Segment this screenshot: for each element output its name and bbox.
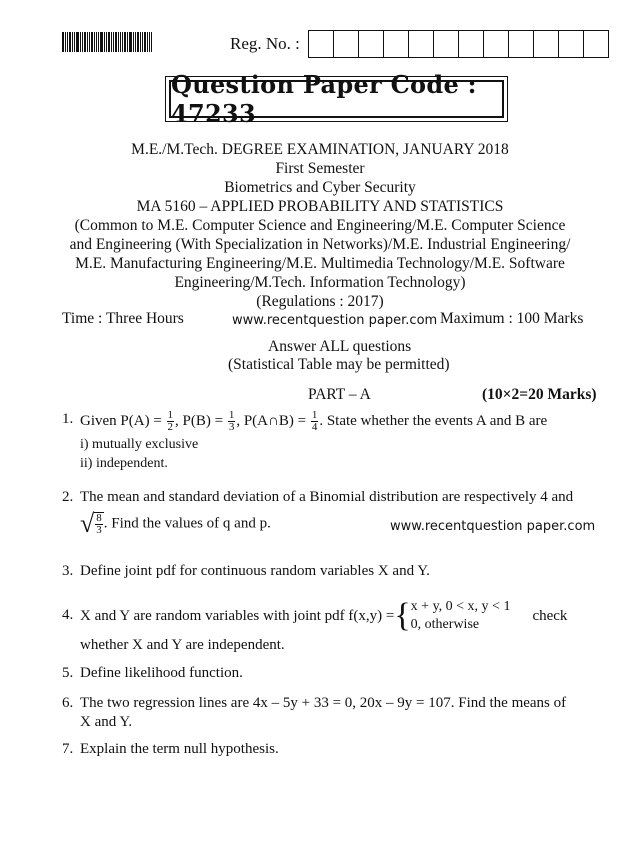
- question-number: 3.: [62, 563, 74, 579]
- fraction: [228, 410, 236, 433]
- exam-line-7: M.E. Manufacturing Engineering/M.E. Multimedia Technology/M.E. Software: [75, 255, 565, 272]
- part-a-heading: PART – A: [308, 386, 371, 403]
- square-root: [80, 511, 104, 537]
- barcode-bar: [96, 32, 97, 52]
- barcode-bar: [111, 32, 112, 52]
- question-number: 7.: [62, 741, 74, 757]
- barcode-bar: [106, 32, 107, 52]
- q3-text: Define joint pdf for continuous random variables X and Y.: [80, 563, 430, 579]
- barcode-bar: [82, 32, 83, 52]
- question-1: 1. Given P(A) = $\frac{1}{2}$ , P(B) = $\frac{1}{3}$ , P(A∩B) = $\frac{1}{4}$ . State whether the events A and B are i) mutually exclusive ii) independent.: [62, 410, 602, 473]
- frac-den: 3: [96, 524, 102, 536]
- q2-line-2: . Find the values of q and p.: [103, 515, 271, 532]
- question-number: 1.: [62, 411, 74, 427]
- barcode-bar: [127, 32, 128, 52]
- frac-num: 1: [167, 409, 174, 421]
- q4-text-3: whether X and Y are independent.: [80, 637, 285, 653]
- question-number: 2.: [62, 489, 74, 505]
- barcode-bar: [67, 32, 68, 52]
- question-number: 6.: [62, 695, 74, 711]
- barcode-bar: [120, 32, 121, 52]
- frac-num: 1: [228, 409, 235, 421]
- reg-no-digit-box[interactable]: [308, 30, 334, 58]
- exam-line-3: Biometrics and Cyber Security: [224, 179, 416, 196]
- barcode-bar: [69, 32, 71, 52]
- frac-den: 4: [311, 421, 318, 433]
- barcode-bar: [62, 32, 64, 52]
- exam-line-2: First Semester: [275, 160, 365, 177]
- q1-pa: P(A) =: [120, 412, 162, 429]
- instruction-statistical-table: (Statistical Table may be permitted): [228, 356, 450, 373]
- q1-given: Given: [80, 412, 117, 429]
- exam-line-4: MA 5160 – APPLIED PROBABILITY AND STATISTICS: [136, 198, 504, 215]
- q5-text: Define likelihood function.: [80, 665, 243, 681]
- watermark: www.recentquestion paper.com: [390, 519, 596, 534]
- reg-no-digit-box[interactable]: [484, 30, 509, 58]
- barcode-bar: [76, 32, 79, 52]
- q1-pab: P(A∩B) =: [243, 412, 307, 429]
- q1-option-2: ii) independent.: [80, 456, 168, 471]
- question-2: [62, 488, 622, 537]
- frac-num: 8: [96, 512, 102, 524]
- barcode-bar: [135, 32, 136, 52]
- exam-line-9: (Regulations : 2017): [256, 293, 384, 310]
- reg-no: [230, 30, 609, 58]
- barcode-bar: [89, 32, 90, 52]
- barcode-bar: [122, 32, 123, 52]
- barcode-bar: [100, 32, 103, 52]
- q4-text-2: check: [532, 607, 568, 624]
- q6-line-2: X and Y.: [80, 714, 133, 730]
- frac-num: 1: [311, 409, 318, 421]
- q4-text-1: X and Y are random variables with joint pdf f(x,y) =: [80, 607, 395, 624]
- max-marks: Maximum : 100 Marks: [440, 310, 584, 327]
- barcode-bar: [129, 32, 132, 52]
- instruction-answer-all: Answer ALL questions: [268, 338, 412, 355]
- time-label: Time : Three Hours: [62, 310, 184, 327]
- reg-no-digit-box[interactable]: [459, 30, 484, 58]
- barcode-bar: [87, 32, 88, 52]
- q4-case-2: 0, otherwise: [410, 617, 480, 632]
- watermark: www.recentquestion paper.com: [232, 313, 438, 328]
- reg-no-digit-box[interactable]: [509, 30, 534, 58]
- barcode-bar: [142, 32, 143, 52]
- question-3: [62, 562, 602, 581]
- part-a-marks: (10×2=20 Marks): [482, 386, 597, 403]
- exam-line-1: M.E./M.Tech. DEGREE EXAMINATION, JANUARY 2018: [131, 141, 509, 158]
- reg-no-digit-box[interactable]: [434, 30, 459, 58]
- q6-line-1: The two regression lines are 4x – 5y + 33 = 0, 20x – 9y = 107. Find the means of: [80, 695, 567, 711]
- barcode-bar: [133, 32, 134, 52]
- barcode-bar: [98, 32, 99, 52]
- reg-no-digit-box[interactable]: [584, 30, 609, 58]
- question-number: 5.: [62, 665, 74, 681]
- barcode-bar: [140, 32, 141, 52]
- barcode-bar: [84, 32, 86, 52]
- q1-pb: P(B) =: [182, 412, 224, 429]
- frac-den: 3: [228, 421, 235, 433]
- exam-line-5: (Common to M.E. Computer Science and Engineering/M.E. Computer Science: [74, 217, 566, 234]
- question-5: [62, 664, 602, 683]
- question-7: [62, 740, 602, 759]
- question-paper-code: Question Paper Code : 47233: [169, 80, 504, 118]
- barcode-bar: [108, 32, 110, 52]
- barcode-bar: [124, 32, 126, 52]
- exam-line-6: and Engineering (With Specialization in Networks)/M.E. Industrial Engineering/: [69, 236, 571, 253]
- barcode-bar: [115, 32, 117, 52]
- fraction: [167, 410, 175, 433]
- reg-no-digit-box[interactable]: [409, 30, 434, 58]
- reg-no-digit-box[interactable]: [559, 30, 584, 58]
- barcode-bar: [147, 32, 148, 52]
- barcode-bar: [113, 32, 114, 52]
- question-number: 4.: [62, 607, 74, 623]
- exam-line-8: Engineering/M.Tech. Information Technology): [174, 274, 466, 291]
- reg-no-digit-box[interactable]: [359, 30, 384, 58]
- frac-den: 2: [167, 421, 174, 433]
- radical-sign: √: [80, 509, 95, 538]
- q2-line-1: The mean and standard deviation of a Binomial distribution are respectively 4 and: [80, 489, 574, 505]
- q1-option-1: i) mutually exclusive: [80, 437, 199, 452]
- question-4: [62, 598, 622, 655]
- barcode-bar: [65, 32, 66, 52]
- question-paper-code-box: [165, 70, 508, 128]
- barcode-bar: [149, 32, 150, 52]
- barcode-bar: [137, 32, 139, 52]
- barcode-bar: [94, 32, 95, 52]
- fraction: [311, 410, 319, 433]
- barcode-bar: [80, 32, 81, 52]
- reg-no-label: Reg. No. :: [230, 34, 300, 53]
- barcode-bar: [151, 32, 152, 52]
- q7-text: Explain the term null hypothesis.: [80, 741, 279, 757]
- brace: {: [394, 597, 411, 634]
- barcode-bar: [104, 32, 105, 52]
- barcode-bar: [118, 32, 119, 52]
- barcode-bar: [144, 32, 146, 52]
- exam-title-block: [60, 140, 580, 311]
- q1-rest: . State whether the events A and B are: [319, 412, 548, 429]
- barcode-bar: [91, 32, 93, 52]
- barcode-bar: [74, 32, 75, 52]
- barcode-bar: [72, 32, 73, 52]
- reg-no-digit-box[interactable]: [334, 30, 359, 58]
- reg-no-digit-box[interactable]: [384, 30, 409, 58]
- reg-no-boxes[interactable]: [308, 30, 609, 58]
- question-6: [62, 694, 622, 732]
- piecewise-function: [411, 598, 511, 634]
- barcode: [62, 32, 154, 52]
- q4-case-1: x + y, 0 < x, y < 1: [410, 599, 511, 614]
- fraction: [95, 513, 103, 536]
- reg-no-digit-box[interactable]: [534, 30, 559, 58]
